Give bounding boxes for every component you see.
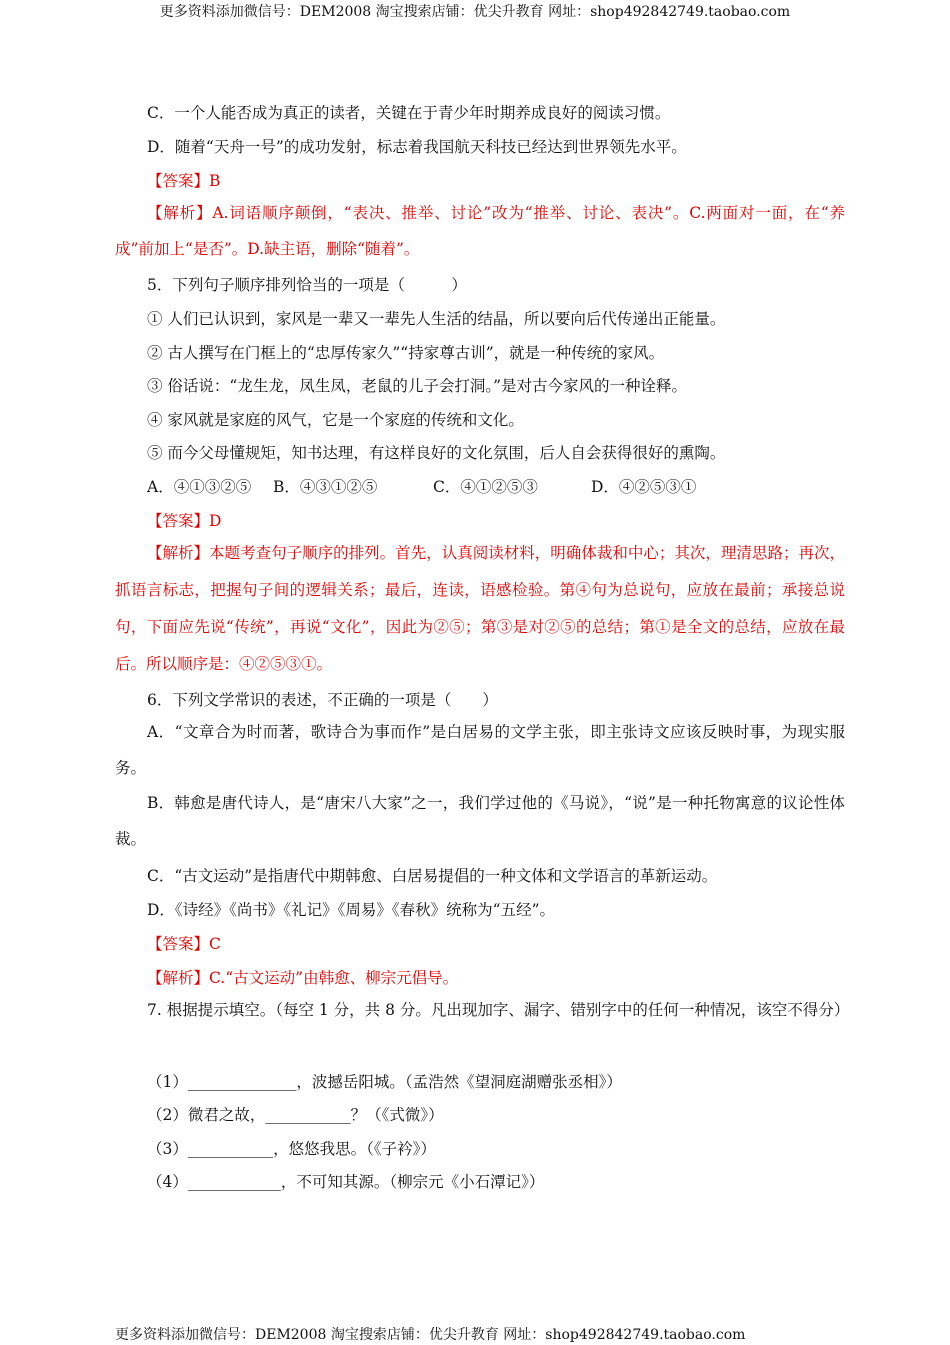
- q7-item-3: （3）___________，悠悠我思。（《子衿》）: [147, 1140, 436, 1158]
- q6-answer: 【答案】C: [147, 935, 221, 953]
- q5-stem: 5．下列句子顺序排列恰当的一项是（ ）: [147, 276, 467, 294]
- q4-option-c: C．一个人能否成为真正的读者，关键在于青少年时期养成良好的阅读习惯。: [147, 104, 671, 122]
- q5-options: [147, 475, 877, 497]
- q7-item-2: （2）微君之故，___________？（《式微》）: [147, 1106, 444, 1124]
- q6-option-a: A．“文章合为时而著，歌诗合为事而作”是白居易的文学主张，即主张诗文应该反映时事，为现实服务。: [115, 723, 845, 777]
- q5-sentence-5: ⑤ 而今父母懂规矩，知书达理，有这样良好的文化氛围，后人自会获得很好的熏陶。: [147, 444, 726, 462]
- q5-sentence-3: ③ 俗话说：“龙生龙，凤生凤，老鼠的儿子会打洞。”是对古今家风的一种诠释。: [147, 377, 688, 395]
- q6-option-b: B．韩愈是唐代诗人，是“唐宋八大家”之一，我们学过他的《马说》，“说”是一种托物寓意的议论性体裁。: [115, 794, 845, 848]
- q4-option-d: D．随着“天舟一号”的成功发射，标志着我国航天科技已经达到世界领先水平。: [147, 138, 687, 156]
- q5-option-b: B．④③①②⑤: [273, 478, 378, 496]
- q5-option-a: A．④①③②⑤: [147, 478, 252, 496]
- q7-item-1: （1）______________，波撼岳阳城。（孟浩然《望洞庭湖赠张丞相》）: [147, 1073, 622, 1091]
- q6-stem: 6．下列文学常识的表述，不正确的一项是（ ）: [147, 691, 498, 709]
- q5-sentence-2: ② 古人撰写在门框上的“忠厚传家久”“持家尊古训”，就是一种传统的家风。: [147, 344, 665, 362]
- q6-analysis: 【解析】C.“古文运动”由韩愈、柳宗元倡导。: [147, 969, 459, 987]
- q5-sentence-1: ① 人们已认识到，家风是一辈又一辈先人生活的结晶，所以要向后代传递出正能量。: [147, 310, 726, 328]
- page-footer: 更多资料添加微信号：DEM2008 淘宝搜索店铺：优尖升教育 网址：shop492842749.taobao.com: [115, 1327, 746, 1343]
- q5-analysis: 【解析】本题考查句子顺序的排列。首先，认真阅读材料，明确体裁和中心；其次，理清思路；再次，抓语言标志，把握句子间的逻辑关系；最后，连读，语感检验。第④句为总说句，应放在最前；承接总说句，下面应先说“传统”，再说“文化”，因此为②⑤；第③是对②⑤的总结；第①是全文的总结，应放在最后。所以顺序是：④②⑤③①。: [115, 544, 845, 673]
- q6-option-d: D．《诗经》《尚书》《礼记》《周易》《春秋》统称为“五经”。: [147, 901, 556, 919]
- q5-sentence-4: ④ 家风就是家庭的风气，它是一个家庭的传统和文化。: [147, 411, 524, 429]
- q7-item-4: （4）____________，不可知其源。（柳宗元《小石潭记》）: [147, 1173, 545, 1191]
- page-header: 更多资料添加微信号：DEM2008 淘宝搜索店铺：优尖升教育 网址：shop492842749.taobao.com: [159, 4, 791, 20]
- q4-answer: 【答案】B: [147, 172, 221, 190]
- q5-option-c: C．④①②⑤③: [433, 478, 538, 496]
- q4-analysis: 【解析】A.词语顺序颠倒，“表决、推举、讨论”改为“推举、讨论、表决”。C.两面对一面，在“养成”前加上“是否”。D.缺主语，删除“随着”。: [115, 204, 845, 258]
- q6-option-c: C．“古文运动”是指唐代中期韩愈、白居易提倡的一种文体和文学语言的革新运动。: [147, 867, 718, 885]
- q5-answer: 【答案】D: [147, 512, 222, 530]
- q5-option-d: D．④②⑤③①: [591, 478, 697, 496]
- q7-stem: 7. 根据提示填空。（每空 1 分，共 8 分。凡出现加字、漏字、错别字中的任何一种情况，该空不得分）: [147, 1001, 850, 1019]
